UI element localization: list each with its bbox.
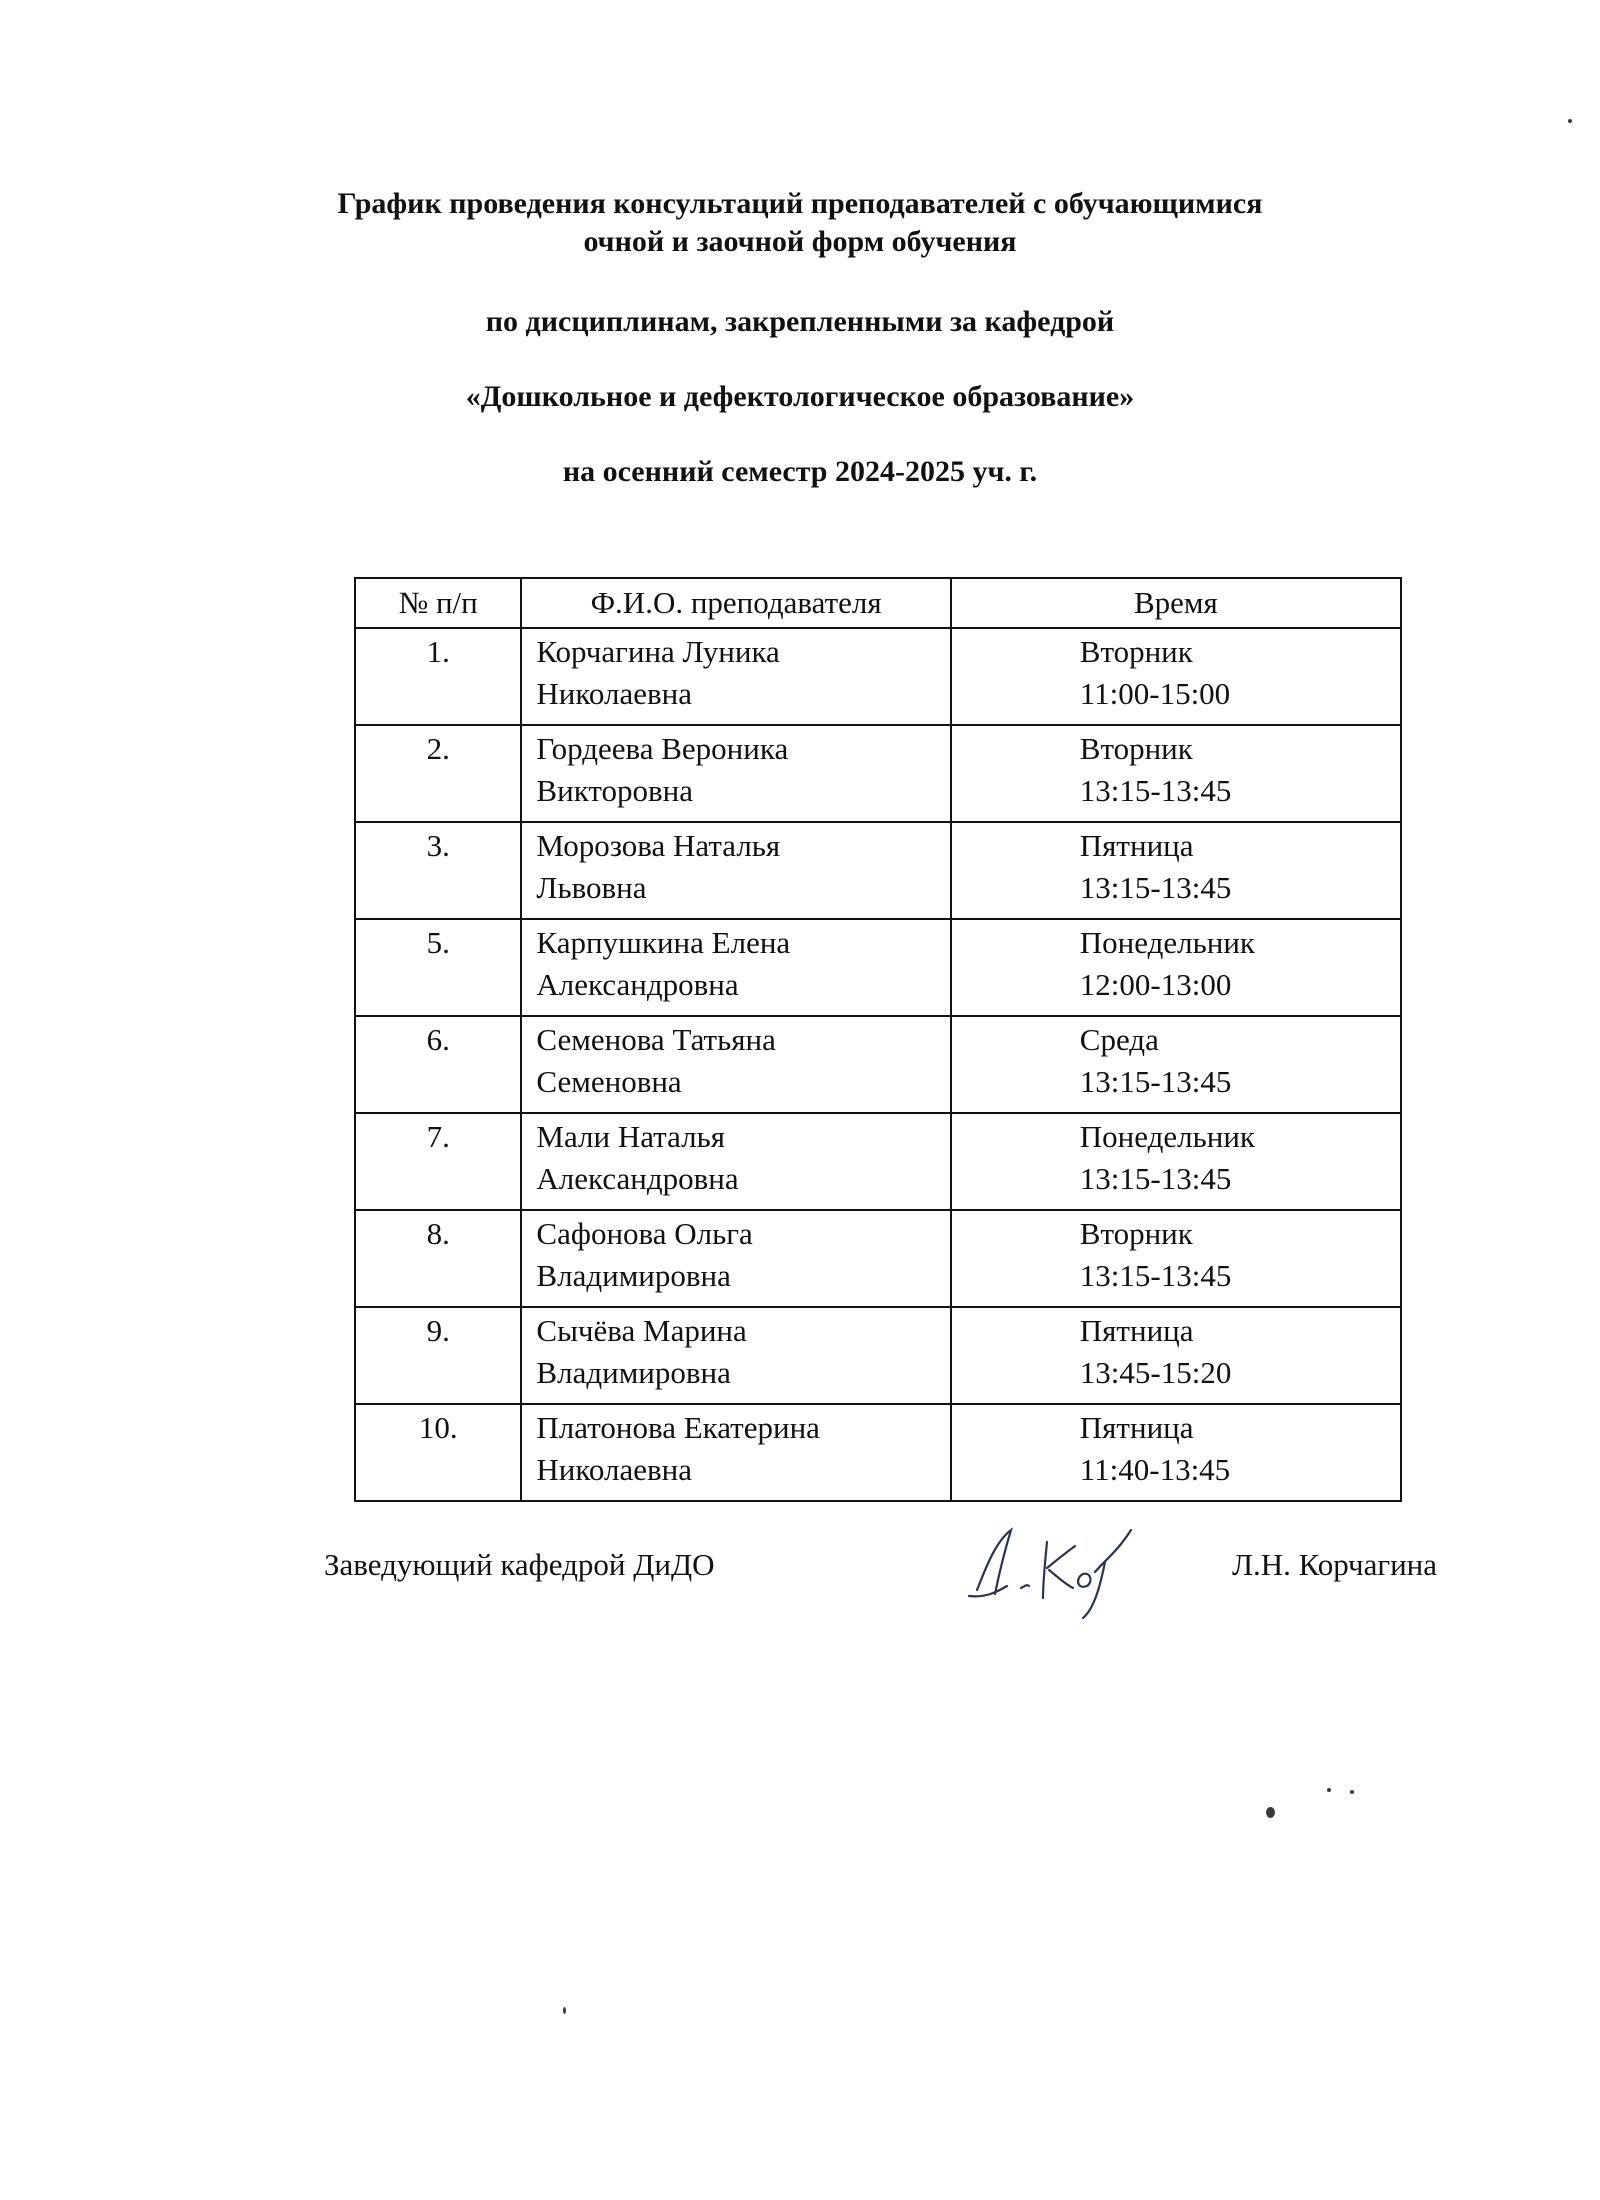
teacher-name bbox=[521, 1404, 950, 1501]
consultation-time bbox=[951, 725, 1401, 822]
table-row bbox=[355, 1113, 1401, 1210]
document-title-line-2: очной и заочной форм обучения bbox=[583, 225, 1017, 258]
consultation-day: Пятница bbox=[1079, 828, 1194, 863]
teacher-surname-name: Гордеева Вероника bbox=[536, 731, 789, 766]
table-row bbox=[355, 628, 1401, 725]
table-row bbox=[355, 822, 1401, 919]
teacher-patronymic: Викторовна bbox=[536, 773, 693, 808]
teacher-patronymic: Николаевна bbox=[536, 676, 692, 711]
consultation-day: Среда bbox=[1079, 1022, 1159, 1057]
signatory-name: Л.Н. Корчагина bbox=[1232, 1547, 1438, 1582]
teacher-patronymic: Львовна bbox=[536, 870, 647, 905]
table-row bbox=[355, 919, 1401, 1016]
consultation-time bbox=[951, 628, 1401, 725]
teacher-patronymic: Александровна bbox=[536, 967, 739, 1002]
scan-speck bbox=[1350, 1790, 1354, 1794]
consultation-time bbox=[951, 1113, 1401, 1210]
handwritten-signature bbox=[955, 1512, 1145, 1622]
consultation-time bbox=[951, 1210, 1401, 1307]
row-number: 10. bbox=[355, 1404, 521, 1501]
table-row bbox=[355, 725, 1401, 822]
scan-speck bbox=[1327, 1788, 1331, 1792]
consultation-hours: 11:40-13:45 bbox=[1079, 1452, 1231, 1487]
consultation-day: Понедельник bbox=[1079, 1119, 1255, 1154]
consultation-day: Вторник bbox=[1079, 634, 1193, 669]
department-name: «Дошкольное и дефектологическое образование» bbox=[465, 380, 1135, 413]
teacher-patronymic: Владимировна bbox=[536, 1355, 731, 1390]
table-row bbox=[355, 1404, 1401, 1501]
row-number: 5. bbox=[355, 919, 521, 1016]
table-header-row bbox=[355, 578, 1401, 628]
consultation-day: Пятница bbox=[1079, 1410, 1194, 1445]
consultation-schedule-table bbox=[354, 577, 1402, 1502]
teacher-patronymic: Николаевна bbox=[536, 1452, 692, 1487]
teacher-surname-name: Сычёва Марина bbox=[536, 1313, 747, 1348]
consultation-hours: 13:45-15:20 bbox=[1079, 1355, 1232, 1390]
teacher-name bbox=[521, 1016, 950, 1113]
teacher-name bbox=[521, 628, 950, 725]
row-number: 2. bbox=[355, 725, 521, 822]
teacher-patronymic: Семеновна bbox=[536, 1064, 682, 1099]
document-subtitle: по дисциплинам, закрепленными за кафедрой bbox=[485, 305, 1115, 338]
teacher-name bbox=[521, 1113, 950, 1210]
consultation-hours: 13:15-13:45 bbox=[1079, 1161, 1232, 1196]
header-teacher-name: Ф.И.О. преподавателя bbox=[521, 578, 950, 628]
consultation-time bbox=[951, 919, 1401, 1016]
teacher-name bbox=[521, 725, 950, 822]
row-number: 3. bbox=[355, 822, 521, 919]
consultation-hours: 13:15-13:45 bbox=[1079, 1064, 1232, 1099]
consultation-time bbox=[951, 1016, 1401, 1113]
row-number: 9. bbox=[355, 1307, 521, 1404]
teacher-patronymic: Владимировна bbox=[536, 1258, 731, 1293]
semester-line: на осенний семестр 2024-2025 уч. г. bbox=[562, 455, 1038, 488]
header-number: № п/п bbox=[355, 578, 521, 628]
scan-speck bbox=[1266, 1807, 1275, 1818]
table-row bbox=[355, 1210, 1401, 1307]
consultation-time bbox=[951, 1307, 1401, 1404]
consultation-hours: 13:15-13:45 bbox=[1079, 1258, 1232, 1293]
row-number: 7. bbox=[355, 1113, 521, 1210]
table-row bbox=[355, 1016, 1401, 1113]
consultation-hours: 12:00-13:00 bbox=[1079, 967, 1232, 1002]
header-time: Время bbox=[951, 578, 1401, 628]
consultation-hours: 11:00-15:00 bbox=[1079, 676, 1231, 711]
consultation-day: Вторник bbox=[1079, 1216, 1193, 1251]
head-of-department-label: Заведующий кафедрой ДиДО bbox=[324, 1547, 715, 1582]
table-row bbox=[355, 1307, 1401, 1404]
teacher-name bbox=[521, 919, 950, 1016]
teacher-surname-name: Сафонова Ольга bbox=[536, 1216, 753, 1251]
teacher-name bbox=[521, 822, 950, 919]
teacher-surname-name: Платонова Екатерина bbox=[536, 1410, 820, 1445]
consultation-day: Вторник bbox=[1079, 731, 1193, 766]
teacher-surname-name: Морозова Наталья bbox=[536, 828, 781, 863]
document-title-line-1: График проведения консультаций преподавателей с обучающимися bbox=[337, 187, 1263, 220]
consultation-hours: 13:15-13:45 bbox=[1079, 870, 1232, 905]
consultation-day: Пятница bbox=[1079, 1313, 1194, 1348]
scan-speck bbox=[1568, 119, 1572, 123]
row-number: 8. bbox=[355, 1210, 521, 1307]
consultation-hours: 13:15-13:45 bbox=[1079, 773, 1232, 808]
teacher-name bbox=[521, 1307, 950, 1404]
teacher-name bbox=[521, 1210, 950, 1307]
consultation-time bbox=[951, 822, 1401, 919]
scan-speck bbox=[563, 2007, 566, 2014]
consultation-time bbox=[951, 1404, 1401, 1501]
teacher-surname-name: Мали Наталья bbox=[536, 1119, 725, 1154]
teacher-surname-name: Карпушкина Елена bbox=[536, 925, 791, 960]
teacher-surname-name: Корчагина Луника bbox=[536, 634, 780, 669]
teacher-patronymic: Александровна bbox=[536, 1161, 739, 1196]
consultation-day: Понедельник bbox=[1079, 925, 1255, 960]
row-number: 6. bbox=[355, 1016, 521, 1113]
teacher-surname-name: Семенова Татьяна bbox=[536, 1022, 776, 1057]
row-number: 1. bbox=[355, 628, 521, 725]
